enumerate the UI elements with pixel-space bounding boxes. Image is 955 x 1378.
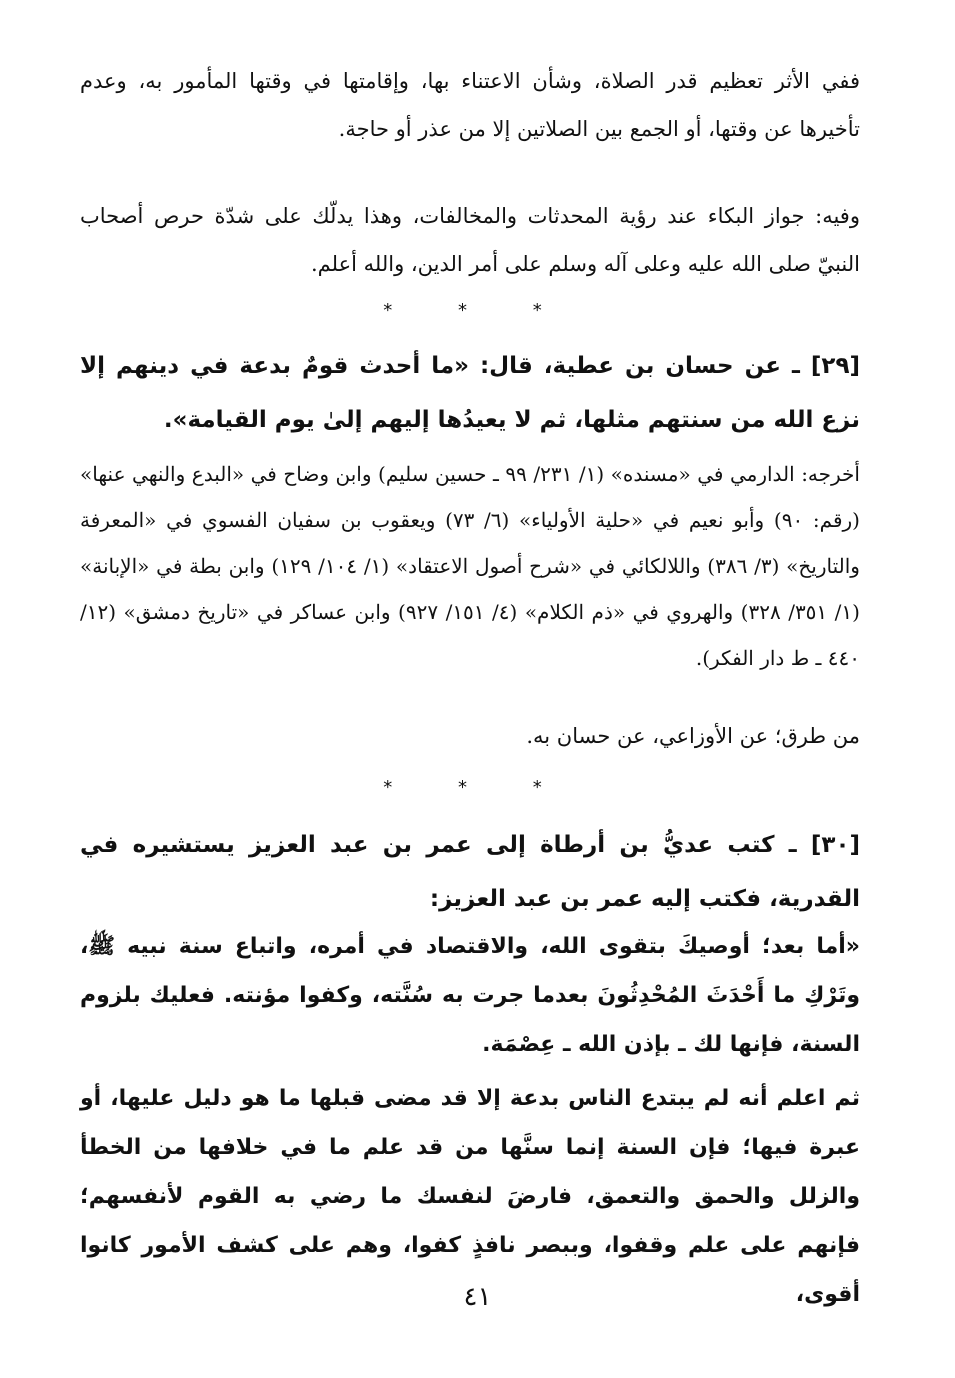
letter-paragraph-1: «أما بعد؛ أوصيكَ بتقوى الله، والاقتصاد في أمره، واتباع سنة نبيه ﷺ، وتَرْكِ ما أَحْدَثَ المُحْدِثُونَ بعدما جرت به سُنَّته، وكفوا مؤنته. فعليك بلزوم السنة، فإنها لك ـ بإذن الله ـ عِصْمَة. (80, 934, 860, 1057)
hadith-30-text: [٣٠] ـ كتب عديُّ بن أرطاة إلى عمر بن عبد العزيز يستشيره في القدرية، فكتب إليه عمر بن عبد العزيز: (80, 832, 860, 912)
takhrij-29: أخرجه: الدارمي في «مسنده» (١/ ٢٣١/ ٩٩ ـ حسين سليم) وابن وضاح في «البدع والنهي عنها» (رقم: ٩٠) وأبو نعيم في «حلية الأولياء» (٦/ ٧٣) ويعقوب بن سفيان الفسوي في «المعرفة والتاريخ» (٣/ ٣٨٦) واللالكائي في «شرح أصول الاعتقاد» (١/ ١٠٤/ ١٢٩) وابن بطة في «الإبانة» (١/ ٣٥١/ ٣٢٨) والهروي في «ذم الكلام» (٤/ ١٥١/ ٩٢٧) وابن عساكر في «تاريخ دمشق» (١٢/ ٤٤٠ ـ ط دار الفكر). (80, 462, 860, 670)
isnad-29: من طرق؛ عن الأوزاعي، عن حسان به. (526, 724, 860, 748)
commentary-paragraph-weeping: وفيه: جواز البكاء عند رؤية المحدثات والمخالفات، وهذا يدلّك على شدّة حرص أصحاب النبيّ صلى الله عليه وعلى آله وسلم على أمر الدين، والله أعلم. (80, 204, 860, 276)
letter-paragraph-2: ثم اعلم أنه لم يبتدع الناس بدعة إلا قد مضى قبلها ما هو دليل عليها، أو عبرة فيها؛ فإن السنة إنما سنَّها من قد علم ما في خلافها من الخطأ والزلل والحمق والتعمق، فارضَ لنفسك ما رضي به القوم لأنفسهم؛ فإنهم على علم وقفوا، وببصر نافذٍ كفوا، وهم على كشف الأمور كانوا أقوى، (80, 1086, 860, 1307)
section-separator: * * * (383, 300, 572, 321)
commentary-paragraph-prayer: ففي الأثر تعظيم قدر الصلاة، وشأن الاعتناء بها، وإقامتها في وقتها المأمور به، وعدم تأخيرها عن وقتها، أو الجمع بين الصلاتين إلا من عذر أو حاجة. (80, 69, 860, 141)
page-number: ٤١ (463, 1282, 492, 1312)
hadith-29-text: [٢٩] ـ عن حسان بن عطية، قال: «ما أحدث قومٌ بدعة في دينهم إلا نزع الله من سنتهم مثلها، ثم لا يعيدُها إليهم إلىٰ يوم القيامة». (80, 353, 860, 433)
section-separator: * * * (383, 777, 572, 798)
